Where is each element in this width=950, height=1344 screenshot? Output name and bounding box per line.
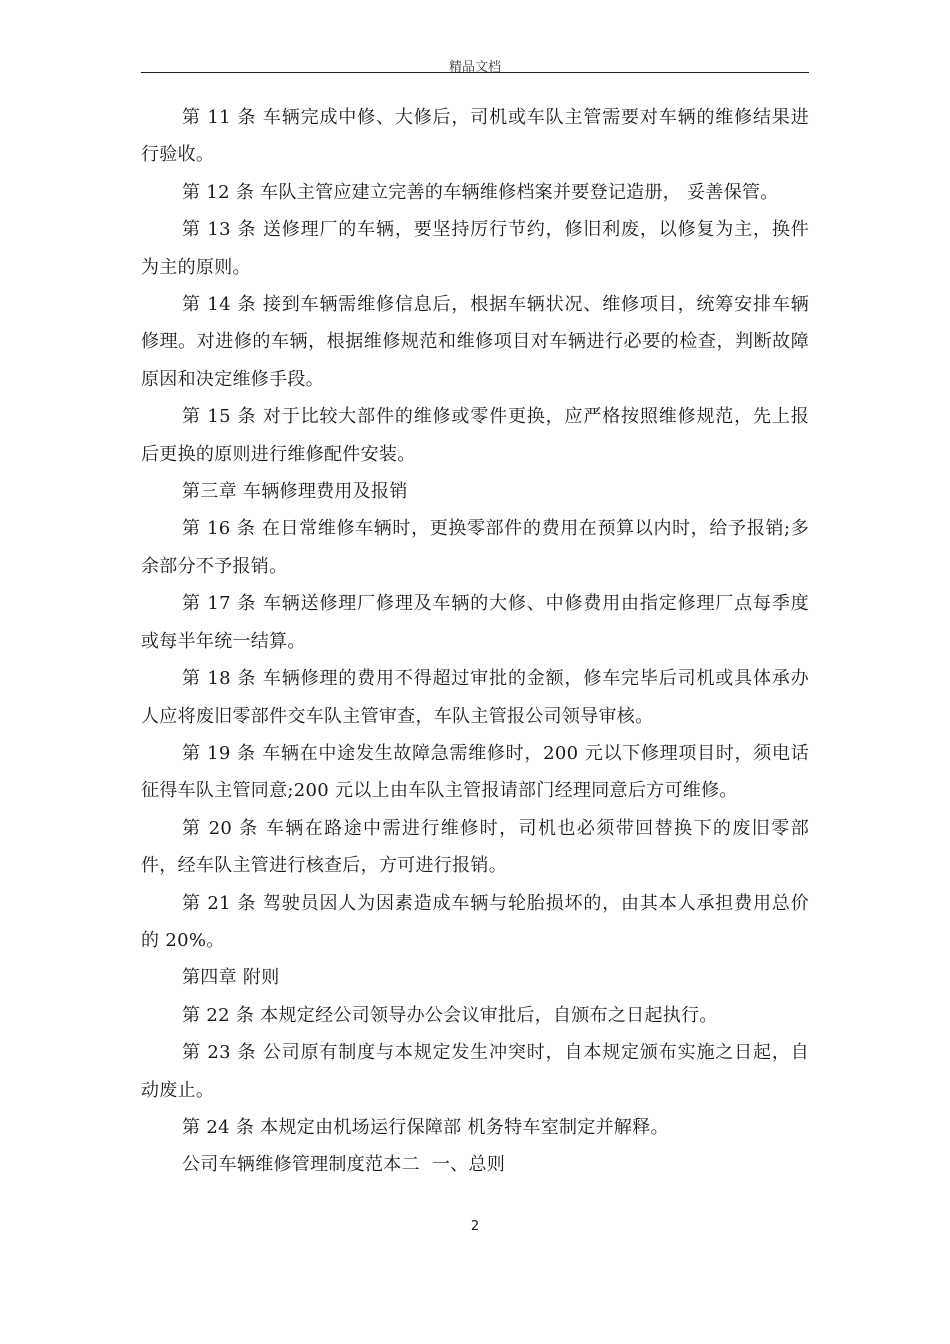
paragraph-article-12: 第 12 条 车队主管应建立完善的车辆维修档案并要登记造册， 妥善保管。 <box>182 181 779 203</box>
paragraph-article-24: 第 24 条 本规定由机场运行保障部 机务特车室制定并解释。 <box>182 1116 669 1138</box>
page-number: 2 <box>470 1219 480 1234</box>
paragraph-article-21: 第 21 条 驾驶员因人为因素造成车辆与轮胎损坏的，由其本人承担费用总价的 20%。 <box>141 892 809 951</box>
paragraph-article-17: 第 17 条 车辆送修理厂修理及车辆的大修、中修费用由指定修理厂点每季度或每半年统一结算。 <box>141 593 809 652</box>
paragraph-article-14: 第 14 条 接到车辆需维修信息后，根据车辆状况、维修项目，统筹安排车辆修理。对进修的车辆，根据维修规范和维修项目对车辆进行必要的检查，判断故障原因和决定维修手段。 <box>141 294 809 390</box>
paragraph-article-15: 第 15 条 对于比较大部件的维修或零件更换，应严格按照维修规范，先上报后更换的原则进行维修配件安装。 <box>141 406 809 465</box>
paragraph-article-19: 第 19 条 车辆在中途发生故障急需维修时，200 元以下修理项目时，须电话征得车队主管同意;200 元以上由车队主管报请部门经理同意后方可维修。 <box>141 742 809 802</box>
paragraph-article-11: 第 11 条 车辆完成中修、大修后，司机或车队主管需要对车辆的维修结果进行验收。 <box>141 107 809 166</box>
document-body <box>141 99 809 1184</box>
paragraph-article-18: 第 18 条 车辆修理的费用不得超过审批的金额，修车完毕后司机或具体承办人应将废旧零部件交车队主管审查，车队主管报公司领导审核。 <box>141 668 809 727</box>
chapter-heading-4: 第四章 附则 <box>182 967 280 989</box>
paragraph-template-2-title: 公司车辆维修管理制度范本二 一、总则 <box>182 1154 506 1176</box>
paragraph-article-16: 第 16 条 在日常维修车辆时，更换零部件的费用在预算以内时，给予报销;多余部分不予报销。 <box>141 518 809 577</box>
paragraph-article-22: 第 22 条 本规定经公司领导办公会议审批后，自颁布之日起执行。 <box>182 1004 718 1026</box>
paragraph-article-13: 第 13 条 送修理厂的车辆，要坚持厉行节约，修旧利废，以修复为主，换件为主的原则。 <box>141 219 809 278</box>
header-divider <box>141 72 809 73</box>
page-header-title: 精品文档 <box>448 60 501 75</box>
paragraph-article-23: 第 23 条 公司原有制度与本规定发生冲突时，自本规定颁布实施之日起，自动废止。 <box>141 1042 809 1101</box>
paragraph-article-20: 第 20 条 车辆在路途中需进行维修时，司机也必须带回替换下的废旧零部件，经车队主管进行核查后，方可进行报销。 <box>141 817 809 877</box>
chapter-heading-3: 第三章 车辆修理费用及报销 <box>182 481 408 503</box>
